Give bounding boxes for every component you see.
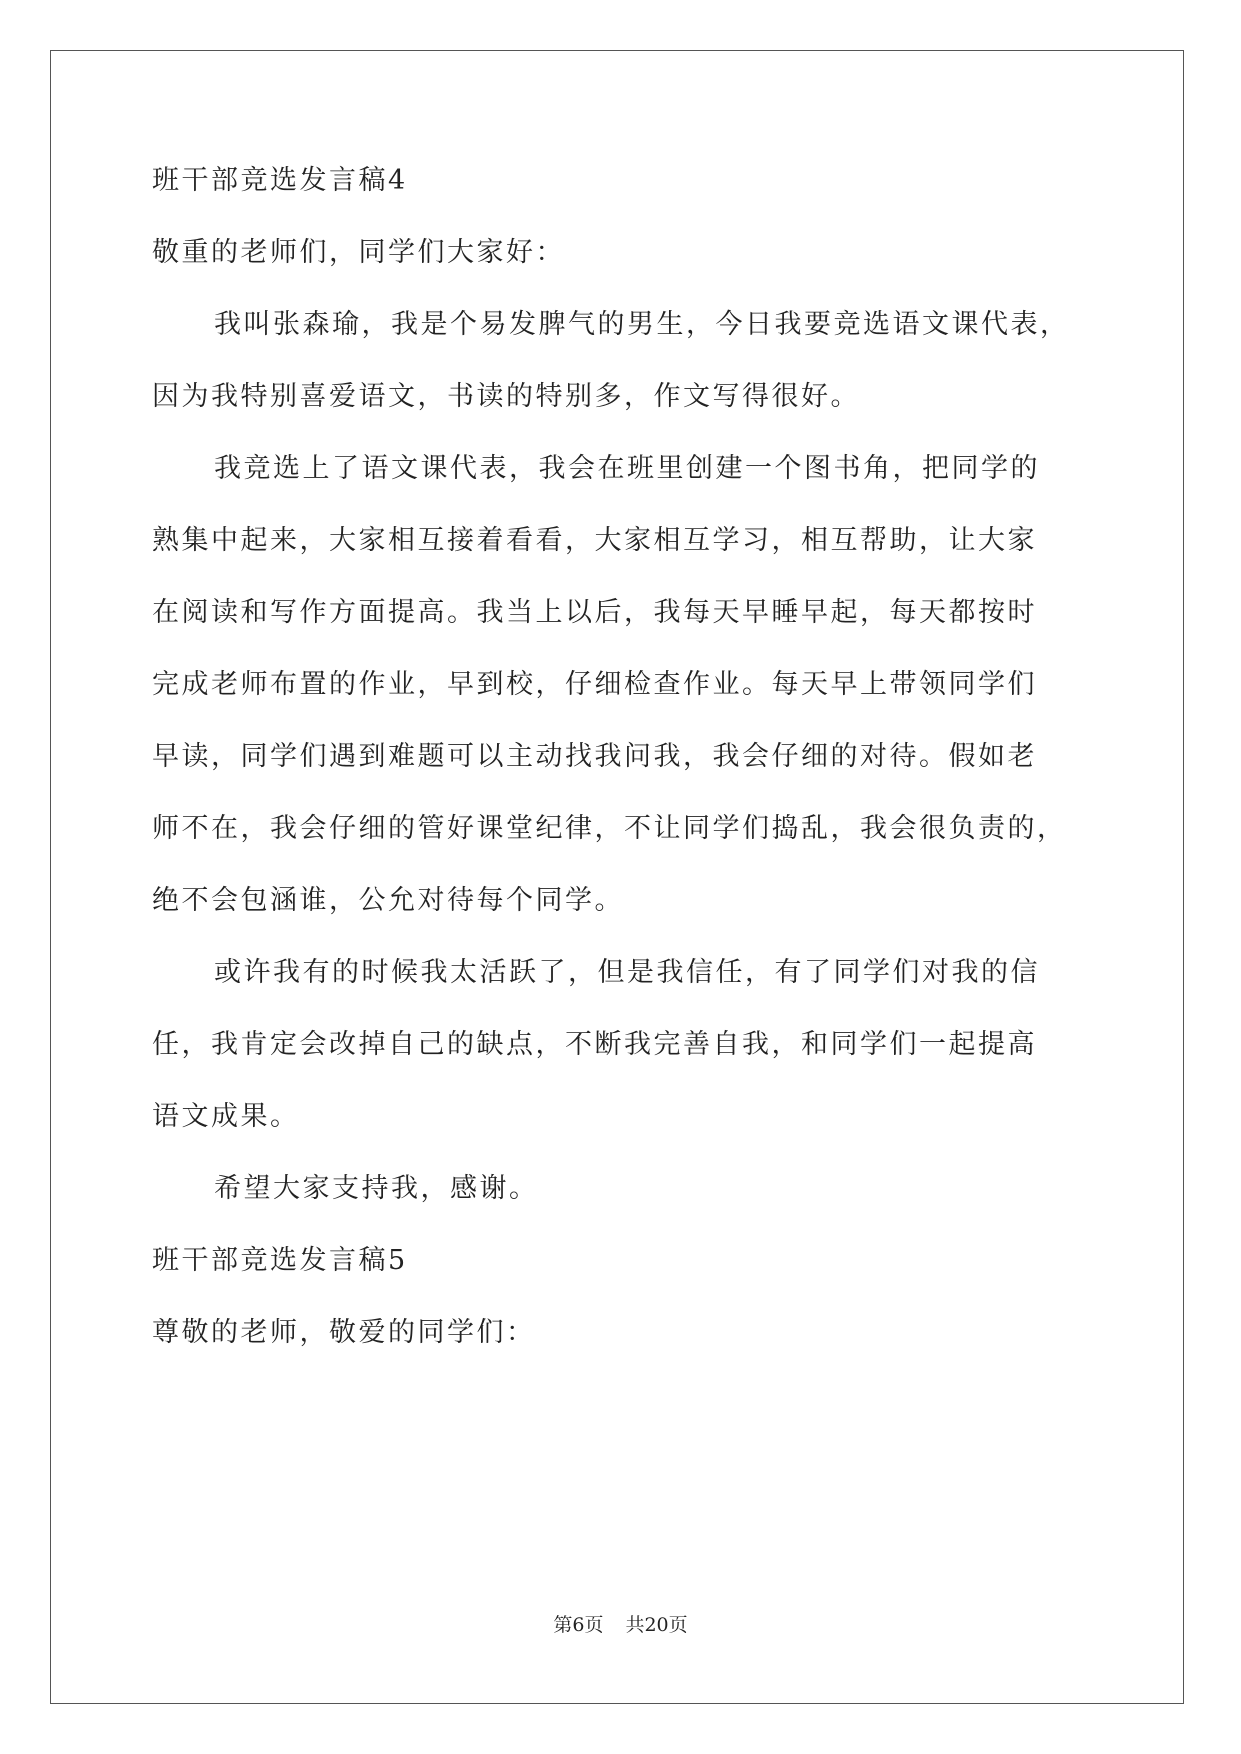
section-heading: 班干部竞选发言稿4 bbox=[152, 165, 408, 196]
paragraph-line: 或许我有的时候我太活跃了，但是我信任，有了同学们对我的信 bbox=[214, 957, 1040, 988]
paragraph-line: 任，我肯定会改掉自己的缺点，不断我完善自我，和同学们一起提高 bbox=[152, 1029, 1037, 1060]
page-border bbox=[50, 50, 1184, 1704]
paragraph-line: 希望大家支持我，感谢。 bbox=[214, 1173, 539, 1204]
page-footer bbox=[0, 1613, 1241, 1637]
paragraph-line: 完成老师布置的作业，早到校，仔细检查作业。每天早上带领同学们 bbox=[152, 669, 1037, 700]
page-number: 第6页 bbox=[553, 1614, 604, 1636]
salutation: 尊敬的老师，敬爱的同学们： bbox=[152, 1317, 536, 1348]
paragraph-line: 因为我特别喜爱语文，书读的特别多，作文写得很好。 bbox=[152, 381, 860, 412]
paragraph-line: 我叫张森瑜，我是个易发脾气的男生，今日我要竞选语文课代表， bbox=[214, 309, 1070, 340]
paragraph-line: 师不在，我会仔细的管好课堂纪律，不让同学们捣乱，我会很负责的， bbox=[152, 813, 1067, 844]
paragraph-line: 在阅读和写作方面提高。我当上以后，我每天早睡早起，每天都按时 bbox=[152, 597, 1037, 628]
paragraph-line: 熟集中起来，大家相互接着看看，大家相互学习，相互帮助，让大家 bbox=[152, 525, 1037, 556]
paragraph-line: 我竞选上了语文课代表，我会在班里创建一个图书角，把同学的 bbox=[214, 453, 1040, 484]
paragraph-line: 早读，同学们遇到难题可以主动找我问我，我会仔细的对待。假如老 bbox=[152, 741, 1037, 772]
paragraph-line: 语文成果。 bbox=[152, 1101, 300, 1132]
page-total: 共20页 bbox=[625, 1614, 688, 1636]
paragraph-line: 绝不会包涵谁，公允对待每个同学。 bbox=[152, 885, 624, 916]
section-heading: 班干部竞选发言稿5 bbox=[152, 1245, 408, 1276]
salutation: 敬重的老师们，同学们大家好： bbox=[152, 237, 565, 268]
